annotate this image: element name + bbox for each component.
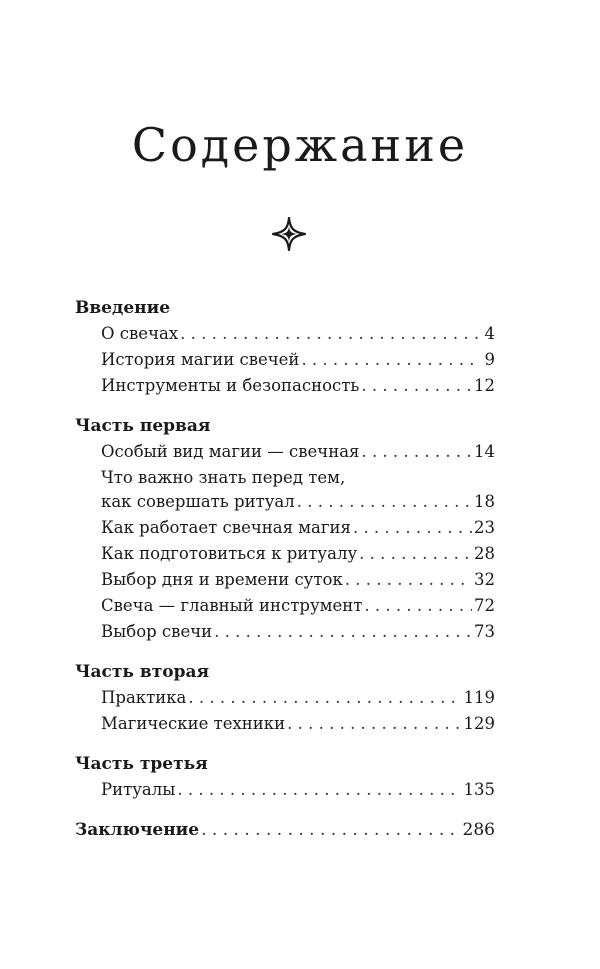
dot-leader: [201, 818, 460, 842]
dot-leader: [359, 542, 472, 566]
entry-page: 9: [484, 350, 495, 369]
dot-leader: [361, 440, 472, 464]
entry-page: 135: [463, 780, 495, 799]
entry-label-line1: Что важно знать перед тем,: [101, 468, 346, 487]
entry-page: 12: [474, 376, 495, 395]
entry-label: Инструменты и безопасность: [101, 376, 360, 395]
entry-label: Особый вид магии — свечная: [101, 442, 360, 461]
section-title: Часть вторая: [75, 662, 210, 682]
toc-entry[interactable]: [75, 466, 495, 514]
toc-entry[interactable]: [75, 594, 495, 618]
entry-label: Как подготовиться к ритуалу: [101, 544, 358, 563]
dot-leader: [214, 620, 472, 644]
toc-section: [75, 296, 495, 398]
entry-page: 14: [474, 442, 495, 461]
toc-entry[interactable]: [75, 568, 495, 592]
entry-page: 73: [474, 622, 495, 641]
entry-page: 18: [474, 492, 495, 511]
page-title: Содержание: [131, 118, 469, 172]
entry-label: Практика: [101, 688, 187, 707]
entry-page: 32: [474, 570, 495, 589]
toc-section: [75, 752, 495, 802]
toc-entry[interactable]: [75, 712, 495, 736]
toc-entry[interactable]: [75, 542, 495, 566]
entry-label: Как работает свечная магия: [101, 518, 351, 537]
entry-page: 119: [463, 688, 495, 707]
dot-leader: [287, 712, 461, 736]
dot-leader: [361, 374, 472, 398]
entry-page: 72: [474, 596, 495, 615]
section-title: Часть первая: [75, 416, 211, 436]
toc-entry[interactable]: [75, 516, 495, 540]
conclusion-page: 286: [462, 820, 495, 840]
dot-leader: [345, 568, 472, 592]
toc-entry[interactable]: [75, 686, 495, 710]
dot-leader: [297, 490, 472, 514]
four-point-star-icon: [272, 217, 306, 251]
section-title: Часть третья: [75, 754, 208, 774]
toc-entry[interactable]: [75, 348, 495, 372]
entry-label: Выбор свечи: [101, 622, 213, 641]
entry-label: История магии свечей: [101, 350, 300, 369]
entry-label: Выбор дня и времени суток: [101, 570, 343, 589]
entry-page: 28: [474, 544, 495, 563]
toc-entry[interactable]: [75, 374, 495, 398]
toc-section: [75, 414, 495, 644]
dot-leader: [180, 322, 479, 346]
dot-leader: [188, 686, 461, 710]
toc-conclusion[interactable]: [75, 818, 495, 842]
conclusion-label: Заключение: [75, 820, 200, 840]
toc-section: [75, 660, 495, 736]
dot-leader: [301, 348, 479, 372]
entry-label: Ритуалы: [101, 780, 176, 799]
entry-label: О свечах: [101, 324, 179, 343]
entry-page: 23: [474, 518, 495, 537]
entry-page: 129: [463, 714, 495, 733]
dot-leader: [177, 778, 461, 802]
table-of-contents: [75, 296, 495, 842]
entry-label: Свеча — главный инструмент: [101, 596, 363, 615]
section-title: Введение: [75, 298, 171, 318]
dot-leader: [364, 594, 472, 618]
toc-entry[interactable]: [75, 440, 495, 464]
toc-entry[interactable]: [75, 620, 495, 644]
toc-entry[interactable]: [75, 778, 495, 802]
entry-label: как совершать ритуал: [101, 492, 295, 511]
entry-page: 4: [484, 324, 495, 343]
dot-leader: [353, 516, 472, 540]
toc-entry[interactable]: [75, 322, 495, 346]
entry-label: Магические техники: [101, 714, 286, 733]
